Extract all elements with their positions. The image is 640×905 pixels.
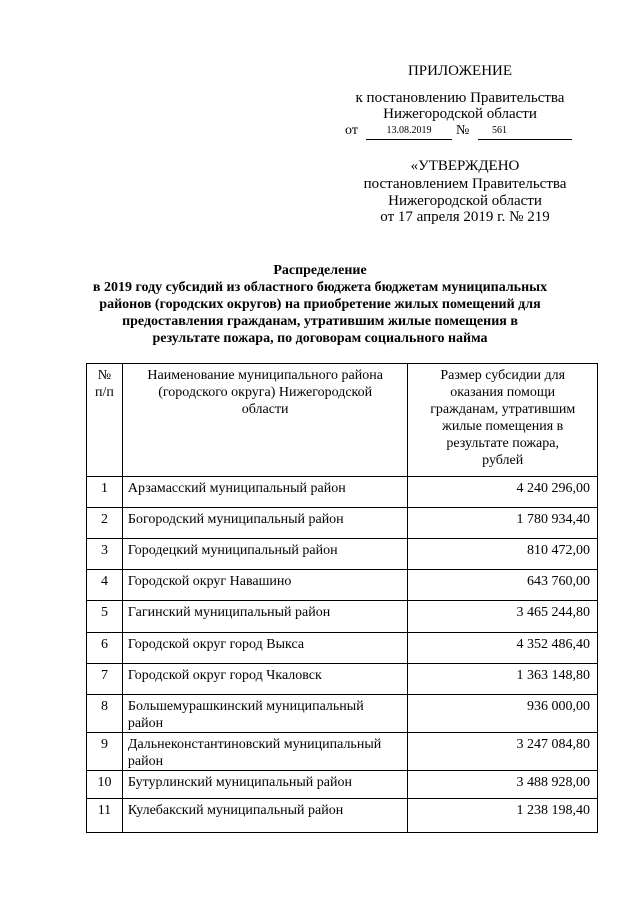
row-name: Городецкий муниципальный район (122, 539, 408, 570)
header-num-line-2: п/п (95, 385, 114, 400)
table-row (87, 601, 598, 633)
table-row (87, 508, 598, 539)
table-row (87, 733, 598, 771)
header-num-line-1: № (97, 368, 112, 383)
row-amount: 3 465 244,80 (408, 601, 598, 633)
row-name (122, 695, 408, 733)
row-number: 11 (87, 799, 123, 833)
table-row (87, 477, 598, 508)
heading-line-5: результате пожара, по договорам социального найма (152, 331, 488, 346)
row-name-line-1: Большемурашкинский муниципальный (127, 699, 364, 714)
table-row (87, 570, 598, 601)
heading-line-3: районов (городских округов) на приобретение жилых помещений для (99, 297, 541, 312)
header-amount-line-4: жилые помещения в (442, 419, 564, 434)
row-name-line-1: Дальнеконстантиновский муниципальный (127, 737, 382, 752)
header-name-line-2: (городского округа) Нижегородской (158, 385, 373, 400)
table-row (87, 799, 598, 833)
row-name: Кулебакский муниципальный район (122, 799, 408, 833)
row-name: Городской округ город Чкаловск (122, 664, 408, 695)
table-row (87, 695, 598, 733)
row-number: 1 (87, 477, 123, 508)
row-name: Богородский муниципальный район (122, 508, 408, 539)
row-number: 2 (87, 508, 123, 539)
row-name (122, 733, 408, 771)
date-prefix: от (345, 123, 358, 138)
row-number: 8 (87, 695, 123, 733)
row-amount: 4 352 486,40 (408, 633, 598, 664)
header-amount-line-6: рублей (482, 453, 524, 468)
row-number: 3 (87, 539, 123, 570)
row-name: Арзамасский муниципальный район (122, 477, 408, 508)
row-name: Гагинский муниципальный район (122, 601, 408, 633)
approved-line-4: от 17 апреля 2019 г. № 219 (380, 209, 550, 225)
header-amount-line-5: результате пожара, (446, 436, 559, 451)
row-amount: 1 238 198,40 (408, 799, 598, 833)
table-row (87, 771, 598, 799)
heading-line-4: предоставления гражданам, утратившим жилые помещения в (122, 314, 518, 329)
table-row (87, 664, 598, 695)
header-num (87, 364, 123, 477)
table-row (87, 633, 598, 664)
appendix-line-1: к постановлению Правительства (355, 90, 565, 106)
header-name-line-3: области (241, 402, 289, 417)
row-amount: 4 240 296,00 (408, 477, 598, 508)
header-amount-line-2: оказания помощи (450, 385, 556, 400)
row-number: 5 (87, 601, 123, 633)
appendix-title: ПРИЛОЖЕНИЕ (407, 63, 513, 79)
decree-number: 561 (492, 125, 507, 136)
row-amount: 3 247 084,80 (408, 733, 598, 771)
row-number: 10 (87, 771, 123, 799)
row-name-line-2: район (127, 754, 164, 769)
row-amount: 1 363 148,80 (408, 664, 598, 695)
approved-line-3: Нижегородской области (388, 193, 542, 209)
decree-reference (345, 122, 585, 142)
heading-line-1: Распределение (273, 263, 367, 278)
decree-number-field (478, 125, 572, 140)
header-name-line-1: Наименование муниципального района (147, 368, 383, 383)
heading-line-2: в 2019 году субсидий из областного бюджета бюджетам муниципальных (92, 280, 548, 295)
row-number: 7 (87, 664, 123, 695)
row-name: Городской округ Навашино (122, 570, 408, 601)
row-number: 6 (87, 633, 123, 664)
row-name-line-2: район (127, 716, 164, 731)
header-amount-line-3: гражданам, утратившим (430, 402, 576, 417)
table-header-row (87, 364, 598, 477)
row-amount: 643 760,00 (408, 570, 598, 601)
subsidy-table (86, 363, 598, 833)
number-prefix: № (456, 123, 470, 138)
approved-line-2: постановлением Правительства (363, 176, 567, 192)
table-row (87, 539, 598, 570)
row-name: Бутурлинский муниципальный район (122, 771, 408, 799)
header-name (122, 364, 408, 477)
row-amount: 936 000,00 (408, 695, 598, 733)
header-amount (408, 364, 598, 477)
row-number: 9 (87, 733, 123, 771)
row-amount: 3 488 928,00 (408, 771, 598, 799)
header-amount-line-1: Размер субсидии для (440, 368, 566, 383)
appendix-line-2: Нижегородской области (383, 106, 537, 122)
row-amount: 1 780 934,40 (408, 508, 598, 539)
row-number: 4 (87, 570, 123, 601)
decree-date: 13.08.2019 (366, 125, 452, 140)
approved-line-1: «УТВЕРЖДЕНО (410, 158, 520, 174)
row-amount: 810 472,00 (408, 539, 598, 570)
row-name: Городской округ город Выкса (122, 633, 408, 664)
